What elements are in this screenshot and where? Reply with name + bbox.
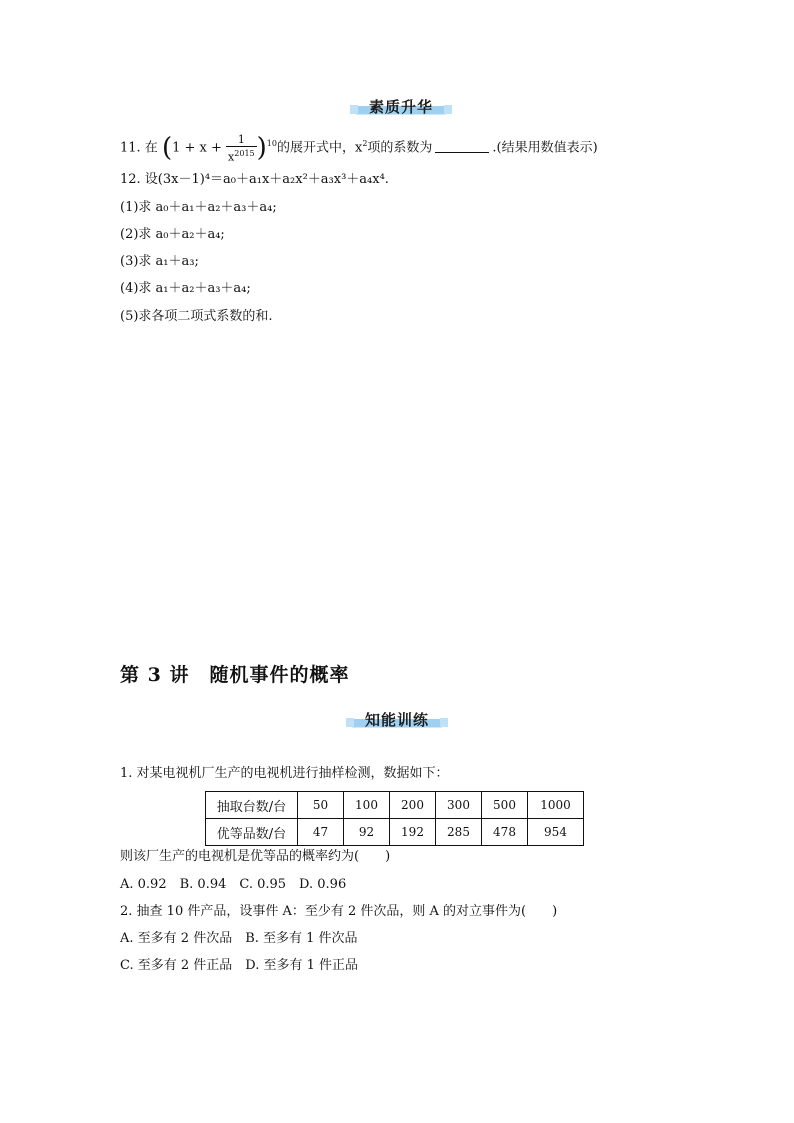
question-2-stem: 2. 抽查 10 件产品，设事件 A：至少有 2 件次品，则 A 的对立事件为( ) (120, 904, 558, 919)
question-12-part-2: (2)求 a₀＋a₂＋a₄; (120, 227, 225, 242)
question-2-options-1: A. 至多有 2 件次品 B. 至多有 1 件次品 (120, 931, 358, 946)
q11-middle: 的展开式中，x (276, 140, 363, 156)
q11-x-exp: 2 (362, 139, 368, 148)
q11-fraction (226, 133, 257, 164)
q11-frac-den (226, 147, 257, 164)
question-1-question: 则该厂生产的电视机是优等品的概率约为( ) (120, 849, 391, 864)
q11-note: .(结果用数值表示) (492, 140, 598, 156)
table-cell: 92 (344, 819, 390, 846)
q11-expr: 1 + x + (172, 140, 222, 156)
table-cell: 50 (298, 792, 344, 819)
table-row-header: 优等品数/台 (206, 819, 298, 846)
sampling-table (205, 791, 584, 846)
q11-paren-right: ) (256, 132, 267, 163)
q11-power: 10 (266, 139, 277, 148)
section-banner-suzhi: 素质升华 (356, 96, 446, 118)
table-cell: 300 (436, 792, 482, 819)
q11-prefix: 11. 在 (120, 140, 158, 156)
q11-frac-num: 1 (226, 133, 257, 147)
table-cell: 47 (298, 819, 344, 846)
table-cell: 200 (390, 792, 436, 819)
table-cell: 192 (390, 819, 436, 846)
question-12-part-4: (4)求 a₁＋a₂＋a₃＋a₄; (120, 281, 251, 296)
table-cell: 478 (482, 819, 528, 846)
table-row (206, 819, 584, 846)
question-12-stem: 12. 设(3x－1)⁴＝a₀＋a₁x＋a₂x²＋a₃x³＋a₄x⁴. (120, 172, 389, 187)
table-cell: 100 (344, 792, 390, 819)
question-2-options-2: C. 至多有 2 件正品 D. 至多有 1 件正品 (120, 958, 359, 973)
table-cell: 285 (436, 819, 482, 846)
question-1-stem: 1. 对某电视机厂生产的电视机进行抽样检测，数据如下： (120, 766, 449, 781)
table-row-header: 抽取台数/台 (206, 792, 298, 819)
table-cell: 500 (482, 792, 528, 819)
q11-frac-den-base: x (228, 150, 235, 164)
question-12-part-3: (3)求 a₁＋a₃; (120, 254, 199, 269)
question-1-options: A. 0.92 B. 0.94 C. 0.95 D. 0.96 (120, 877, 347, 892)
q11-suffix: 项的系数为 (367, 140, 433, 156)
q11-answer-blank[interactable] (435, 139, 489, 153)
question-12-part-5: (5)求各项二项式系数的和. (120, 309, 273, 324)
q11-paren-left: ( (161, 132, 173, 163)
table-cell: 1000 (528, 792, 584, 819)
q11-frac-den-exp: 2015 (234, 148, 255, 158)
lesson-title: 第 3 讲 随机事件的概率 (120, 664, 350, 686)
question-11 (120, 131, 598, 163)
section-banner-zhineng: 知能训练 (352, 709, 442, 731)
question-12-part-1: (1)求 a₀＋a₁＋a₂＋a₃＋a₄; (120, 200, 277, 215)
table-row (206, 792, 584, 819)
table-cell: 954 (528, 819, 584, 846)
